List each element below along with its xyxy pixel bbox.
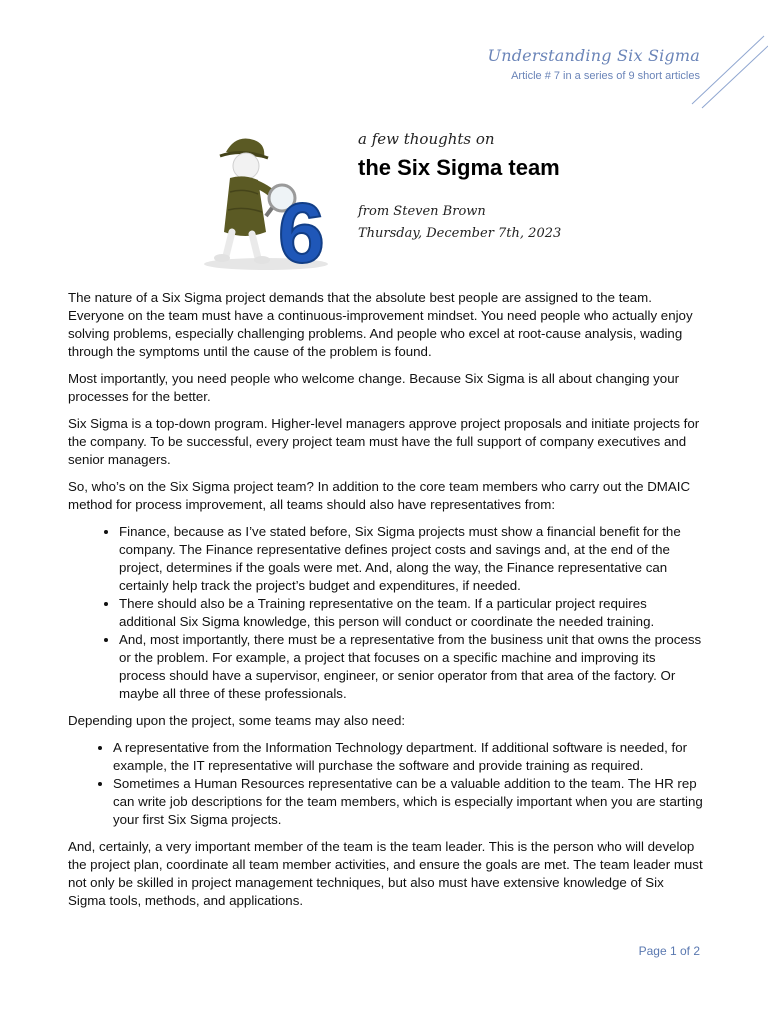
- paragraph: The nature of a Six Sigma project demands that the absolute best people are assigned to the team. Everyone on the team must have a continuous-improvement mindset. You need people who actually enjoy solving problems, especially challenging problems. And people who excel at root-cause analysis, wading through the symptoms until the cause of the problem is found.: [68, 290, 693, 359]
- byline: [358, 201, 561, 245]
- optional-members-list: [68, 739, 704, 829]
- paragraph: Most importantly, you need people who welcome change. Because Six Sigma is all about changing your processes for the better.: [68, 371, 680, 404]
- series-subtitle: Article # 7 in a series of 9 short articles: [511, 70, 700, 82]
- series-title: Understanding Six Sigma: [487, 46, 700, 65]
- date: Thursday, December 7th, 2023: [358, 226, 562, 241]
- author: from Steven Brown: [358, 204, 486, 219]
- number-six: 6: [278, 186, 325, 272]
- list-item: • There should also be a Training representative on the team. If a particular project requires additional Six Sigma knowledge, this person will conduct or coordinate the needed training.: [119, 595, 704, 631]
- paragraph: And, certainly, a very important member of the team is the team leader. This is the person who will develop the project plan, coordinate all team member activities, and ensure the goals are met. The team leader must not only be skilled in project management techniques, but also must have extensive knowledge of Six Sigma tools, methods, and applications.: [68, 839, 703, 908]
- kicker: a few thoughts on: [358, 130, 495, 148]
- representatives-list: [68, 523, 704, 703]
- paragraph: Depending upon the project, some teams may also need:: [68, 713, 406, 728]
- list-item: • Finance, because as I’ve stated before, Six Sigma projects must show a financial benefit for the company. The Finance representative defines project costs and savings and, at the end of the project, determines if the goals were met. And, along the way, the Finance representative can certainly help track the project’s budget and expenditures, if needed.: [119, 523, 704, 595]
- list-item: • And, most importantly, there must be a representative from the business unit that owns the process or the problem. For example, a project that focuses on a specific machine and improving its process should have a supervisor, engineer, or senior operator from that area of the factory. Or maybe all three of these professionals.: [119, 631, 704, 703]
- detective-six-icon: [186, 132, 336, 272]
- article-title: the Six Sigma team: [358, 155, 560, 180]
- paragraph: Six Sigma is a top-down program. Higher-level managers approve project proposals and initiate projects for the company. To be successful, every project team must have the full support of company executives and senior managers.: [68, 416, 700, 467]
- list-item: • A representative from the Information Technology department. If additional software is needed, for example, the IT representative will purchase the software and provide training as required.: [113, 739, 704, 775]
- list-item: • Sometimes a Human Resources representative can be a valuable addition to the team. The HR rep can write job descriptions for the team members, which is especially important when you are starting your first Six Sigma projects.: [113, 775, 704, 829]
- corner-decoration: [688, 30, 768, 110]
- page-number: Page 1 of 2: [638, 944, 700, 958]
- paragraph: So, who’s on the Six Sigma project team? In addition to the core team members who carry out the DMAIC method for process improvement, all teams should also have representatives from:: [68, 479, 691, 512]
- article-body: [68, 289, 704, 910]
